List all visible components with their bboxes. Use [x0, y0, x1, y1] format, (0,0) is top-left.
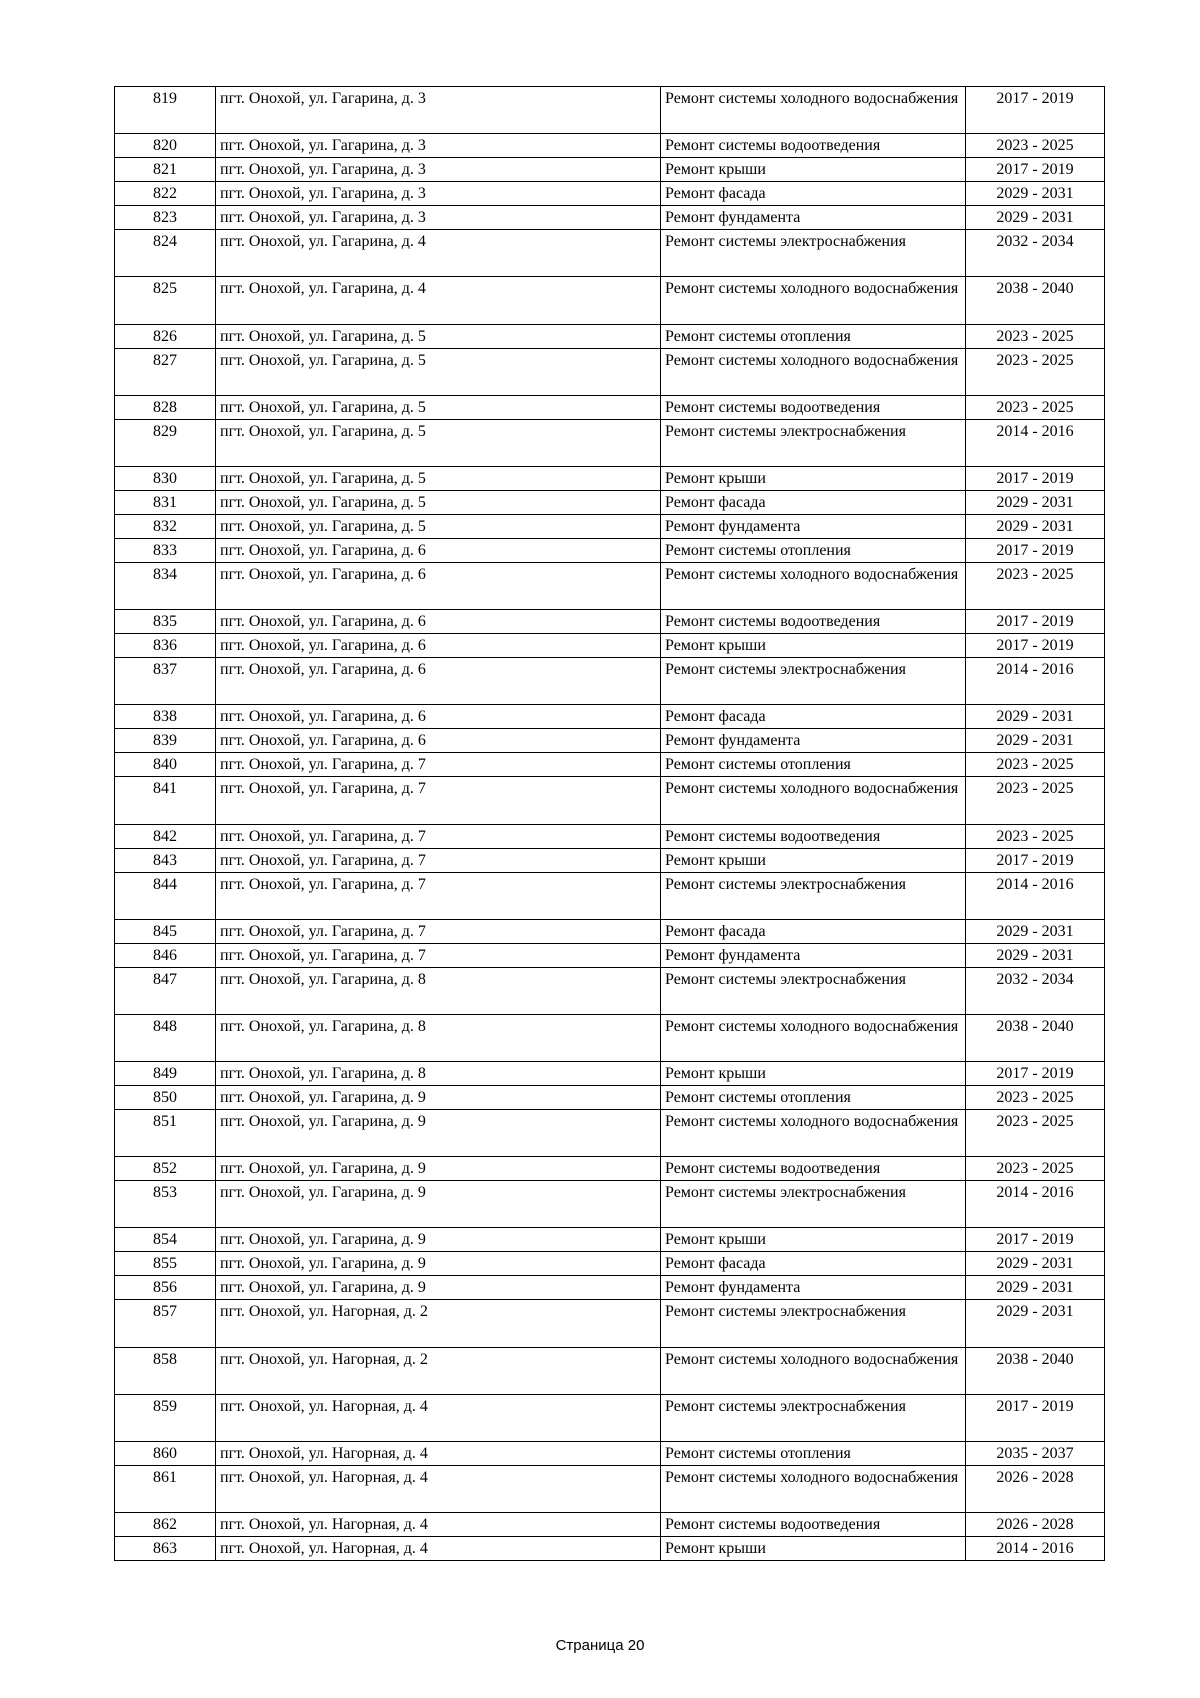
table-row: [115, 1086, 1105, 1110]
row-number-cell: 854: [115, 1228, 216, 1252]
period-cell: 2017 - 2019: [966, 1062, 1105, 1086]
work-type-cell: Ремонт фундамента: [661, 206, 966, 230]
work-type-cell: Ремонт системы холодного водоснабжения: [661, 1110, 966, 1157]
row-number-cell: 842: [115, 824, 216, 848]
work-type-cell: Ремонт системы холодного водоснабжения: [661, 562, 966, 609]
table-row: [115, 943, 1105, 967]
table-row: [115, 919, 1105, 943]
work-type-cell: Ремонт системы водоотведения: [661, 395, 966, 419]
row-number-cell: 828: [115, 395, 216, 419]
address-cell: пгт. Онохой, ул. Гагарина, д. 3: [216, 182, 661, 206]
address-cell: пгт. Онохой, ул. Гагарина, д. 6: [216, 634, 661, 658]
table-row: [115, 419, 1105, 466]
row-number-cell: 824: [115, 230, 216, 277]
address-cell: пгт. Онохой, ул. Нагорная, д. 4: [216, 1537, 661, 1561]
work-type-cell: Ремонт системы отопления: [661, 1442, 966, 1466]
period-cell: 2029 - 2031: [966, 1300, 1105, 1347]
work-type-cell: Ремонт фундамента: [661, 729, 966, 753]
table-row: [115, 753, 1105, 777]
table-row: [115, 206, 1105, 230]
address-cell: пгт. Онохой, ул. Гагарина, д. 9: [216, 1157, 661, 1181]
row-number-cell: 848: [115, 1014, 216, 1061]
address-cell: пгт. Онохой, ул. Гагарина, д. 3: [216, 134, 661, 158]
period-cell: 2029 - 2031: [966, 490, 1105, 514]
address-cell: пгт. Онохой, ул. Гагарина, д. 9: [216, 1252, 661, 1276]
row-number-cell: 862: [115, 1513, 216, 1537]
address-cell: пгт. Онохой, ул. Гагарина, д. 3: [216, 206, 661, 230]
work-type-cell: Ремонт фундамента: [661, 943, 966, 967]
row-number-cell: 860: [115, 1442, 216, 1466]
table-row: [115, 1300, 1105, 1347]
address-cell: пгт. Онохой, ул. Гагарина, д. 7: [216, 777, 661, 824]
address-cell: пгт. Онохой, ул. Гагарина, д. 3: [216, 158, 661, 182]
table-row: [115, 87, 1105, 134]
work-type-cell: Ремонт фасада: [661, 182, 966, 206]
row-number-cell: 847: [115, 967, 216, 1014]
address-cell: пгт. Онохой, ул. Нагорная, д. 4: [216, 1513, 661, 1537]
period-cell: 2014 - 2016: [966, 419, 1105, 466]
table-row: [115, 230, 1105, 277]
work-type-cell: Ремонт системы водоотведения: [661, 610, 966, 634]
table-row: [115, 348, 1105, 395]
period-cell: 2038 - 2040: [966, 277, 1105, 324]
table-row: [115, 1347, 1105, 1394]
period-cell: 2017 - 2019: [966, 1228, 1105, 1252]
address-cell: пгт. Онохой, ул. Гагарина, д. 7: [216, 824, 661, 848]
address-cell: пгт. Онохой, ул. Гагарина, д. 8: [216, 1014, 661, 1061]
row-number-cell: 859: [115, 1394, 216, 1441]
period-cell: 2023 - 2025: [966, 1110, 1105, 1157]
row-number-cell: 826: [115, 324, 216, 348]
row-number-cell: 861: [115, 1466, 216, 1513]
work-type-cell: Ремонт системы электроснабжения: [661, 967, 966, 1014]
period-cell: 2017 - 2019: [966, 158, 1105, 182]
work-type-cell: Ремонт фасада: [661, 490, 966, 514]
table-row: [115, 705, 1105, 729]
address-cell: пгт. Онохой, ул. Нагорная, д. 2: [216, 1300, 661, 1347]
work-type-cell: Ремонт системы отопления: [661, 1086, 966, 1110]
row-number-cell: 829: [115, 419, 216, 466]
work-type-cell: Ремонт фундамента: [661, 514, 966, 538]
row-number-cell: 823: [115, 206, 216, 230]
row-number-cell: 843: [115, 848, 216, 872]
row-number-cell: 819: [115, 87, 216, 134]
address-cell: пгт. Онохой, ул. Нагорная, д. 4: [216, 1442, 661, 1466]
work-type-cell: Ремонт системы отопления: [661, 538, 966, 562]
table-row: [115, 1252, 1105, 1276]
row-number-cell: 836: [115, 634, 216, 658]
work-type-cell: Ремонт системы водоотведения: [661, 1157, 966, 1181]
period-cell: 2017 - 2019: [966, 538, 1105, 562]
table-body: [115, 87, 1105, 1561]
period-cell: 2017 - 2019: [966, 610, 1105, 634]
work-type-cell: Ремонт фундамента: [661, 1276, 966, 1300]
period-cell: 2038 - 2040: [966, 1014, 1105, 1061]
address-cell: пгт. Онохой, ул. Гагарина, д. 6: [216, 705, 661, 729]
row-number-cell: 825: [115, 277, 216, 324]
period-cell: 2029 - 2031: [966, 705, 1105, 729]
period-cell: 2032 - 2034: [966, 230, 1105, 277]
address-cell: пгт. Онохой, ул. Гагарина, д. 7: [216, 848, 661, 872]
row-number-cell: 832: [115, 514, 216, 538]
address-cell: пгт. Онохой, ул. Гагарина, д. 6: [216, 658, 661, 705]
table-row: [115, 134, 1105, 158]
row-number-cell: 834: [115, 562, 216, 609]
period-cell: 2032 - 2034: [966, 967, 1105, 1014]
address-cell: пгт. Онохой, ул. Гагарина, д. 5: [216, 419, 661, 466]
table-row: [115, 967, 1105, 1014]
work-type-cell: Ремонт системы холодного водоснабжения: [661, 1014, 966, 1061]
work-type-cell: Ремонт крыши: [661, 634, 966, 658]
table-row: [115, 872, 1105, 919]
table-row: [115, 848, 1105, 872]
row-number-cell: 827: [115, 348, 216, 395]
period-cell: 2023 - 2025: [966, 777, 1105, 824]
work-type-cell: Ремонт крыши: [661, 848, 966, 872]
period-cell: 2023 - 2025: [966, 324, 1105, 348]
address-cell: пгт. Онохой, ул. Гагарина, д. 6: [216, 538, 661, 562]
period-cell: 2014 - 2016: [966, 658, 1105, 705]
table-row: [115, 1110, 1105, 1157]
period-cell: 2029 - 2031: [966, 943, 1105, 967]
address-cell: пгт. Онохой, ул. Гагарина, д. 9: [216, 1110, 661, 1157]
address-cell: пгт. Онохой, ул. Гагарина, д. 8: [216, 1062, 661, 1086]
page-number: Страница 20: [555, 1637, 645, 1654]
work-type-cell: Ремонт системы электроснабжения: [661, 419, 966, 466]
period-cell: 2023 - 2025: [966, 562, 1105, 609]
period-cell: 2014 - 2016: [966, 1181, 1105, 1228]
work-type-cell: Ремонт системы водоотведения: [661, 824, 966, 848]
work-type-cell: Ремонт фасада: [661, 919, 966, 943]
work-type-cell: Ремонт системы холодного водоснабжения: [661, 1347, 966, 1394]
period-cell: 2035 - 2037: [966, 1442, 1105, 1466]
period-cell: 2017 - 2019: [966, 87, 1105, 134]
period-cell: 2038 - 2040: [966, 1347, 1105, 1394]
table-row: [115, 610, 1105, 634]
table-row: [115, 634, 1105, 658]
work-type-cell: Ремонт системы отопления: [661, 324, 966, 348]
period-cell: 2017 - 2019: [966, 848, 1105, 872]
work-type-cell: Ремонт фасада: [661, 1252, 966, 1276]
work-type-cell: Ремонт системы водоотведения: [661, 134, 966, 158]
row-number-cell: 856: [115, 1276, 216, 1300]
address-cell: пгт. Онохой, ул. Гагарина, д. 4: [216, 230, 661, 277]
period-cell: 2017 - 2019: [966, 466, 1105, 490]
row-number-cell: 846: [115, 943, 216, 967]
row-number-cell: 839: [115, 729, 216, 753]
table-row: [115, 1062, 1105, 1086]
address-cell: пгт. Онохой, ул. Гагарина, д. 5: [216, 395, 661, 419]
table-row: [115, 1181, 1105, 1228]
row-number-cell: 840: [115, 753, 216, 777]
table-row: [115, 824, 1105, 848]
table-row: [115, 158, 1105, 182]
address-cell: пгт. Онохой, ул. Гагарина, д. 6: [216, 610, 661, 634]
row-number-cell: 833: [115, 538, 216, 562]
work-type-cell: Ремонт системы холодного водоснабжения: [661, 777, 966, 824]
table-row: [115, 490, 1105, 514]
table-row: [115, 1466, 1105, 1513]
row-number-cell: 853: [115, 1181, 216, 1228]
row-number-cell: 855: [115, 1252, 216, 1276]
period-cell: 2023 - 2025: [966, 395, 1105, 419]
address-cell: пгт. Онохой, ул. Гагарина, д. 8: [216, 967, 661, 1014]
table-row: [115, 182, 1105, 206]
work-type-cell: Ремонт системы электроснабжения: [661, 1300, 966, 1347]
address-cell: пгт. Онохой, ул. Гагарина, д. 5: [216, 490, 661, 514]
work-type-cell: Ремонт крыши: [661, 466, 966, 490]
address-cell: пгт. Онохой, ул. Гагарина, д. 5: [216, 514, 661, 538]
work-type-cell: Ремонт системы электроснабжения: [661, 1394, 966, 1441]
work-type-cell: Ремонт системы отопления: [661, 753, 966, 777]
period-cell: 2023 - 2025: [966, 134, 1105, 158]
work-type-cell: Ремонт крыши: [661, 1062, 966, 1086]
work-type-cell: Ремонт фасада: [661, 705, 966, 729]
row-number-cell: 863: [115, 1537, 216, 1561]
period-cell: 2014 - 2016: [966, 872, 1105, 919]
period-cell: 2017 - 2019: [966, 1394, 1105, 1441]
period-cell: 2029 - 2031: [966, 1252, 1105, 1276]
row-number-cell: 821: [115, 158, 216, 182]
row-number-cell: 837: [115, 658, 216, 705]
row-number-cell: 831: [115, 490, 216, 514]
work-type-cell: Ремонт системы электроснабжения: [661, 872, 966, 919]
work-type-cell: Ремонт системы электроснабжения: [661, 658, 966, 705]
address-cell: пгт. Онохой, ул. Гагарина, д. 7: [216, 919, 661, 943]
address-cell: пгт. Онохой, ул. Гагарина, д. 9: [216, 1086, 661, 1110]
address-cell: пгт. Онохой, ул. Гагарина, д. 4: [216, 277, 661, 324]
address-cell: пгт. Онохой, ул. Гагарина, д. 5: [216, 466, 661, 490]
row-number-cell: 851: [115, 1110, 216, 1157]
period-cell: 2026 - 2028: [966, 1466, 1105, 1513]
table-row: [115, 324, 1105, 348]
period-cell: 2026 - 2028: [966, 1513, 1105, 1537]
period-cell: 2023 - 2025: [966, 348, 1105, 395]
address-cell: пгт. Онохой, ул. Гагарина, д. 5: [216, 324, 661, 348]
row-number-cell: 849: [115, 1062, 216, 1086]
table-row: [115, 466, 1105, 490]
work-type-cell: Ремонт системы холодного водоснабжения: [661, 87, 966, 134]
period-cell: 2029 - 2031: [966, 514, 1105, 538]
period-cell: 2029 - 2031: [966, 182, 1105, 206]
table-row: [115, 1228, 1105, 1252]
address-cell: пгт. Онохой, ул. Гагарина, д. 6: [216, 562, 661, 609]
row-number-cell: 841: [115, 777, 216, 824]
row-number-cell: 844: [115, 872, 216, 919]
period-cell: 2023 - 2025: [966, 1086, 1105, 1110]
table-row: [115, 1014, 1105, 1061]
table-row: [115, 514, 1105, 538]
table-row: [115, 658, 1105, 705]
address-cell: пгт. Онохой, ул. Гагарина, д. 7: [216, 872, 661, 919]
address-cell: пгт. Онохой, ул. Гагарина, д. 5: [216, 348, 661, 395]
address-cell: пгт. Онохой, ул. Гагарина, д. 9: [216, 1181, 661, 1228]
address-cell: пгт. Онохой, ул. Гагарина, д. 9: [216, 1228, 661, 1252]
address-cell: пгт. Онохой, ул. Гагарина, д. 3: [216, 87, 661, 134]
work-type-cell: Ремонт крыши: [661, 158, 966, 182]
period-cell: 2023 - 2025: [966, 753, 1105, 777]
period-cell: 2023 - 2025: [966, 824, 1105, 848]
table-row: [115, 729, 1105, 753]
period-cell: 2014 - 2016: [966, 1537, 1105, 1561]
work-type-cell: Ремонт системы холодного водоснабжения: [661, 277, 966, 324]
address-cell: пгт. Онохой, ул. Нагорная, д. 4: [216, 1394, 661, 1441]
table-row: [115, 562, 1105, 609]
table-row: [115, 777, 1105, 824]
row-number-cell: 852: [115, 1157, 216, 1181]
period-cell: 2023 - 2025: [966, 1157, 1105, 1181]
table-row: [115, 1276, 1105, 1300]
work-type-cell: Ремонт системы холодного водоснабжения: [661, 1466, 966, 1513]
address-cell: пгт. Онохой, ул. Гагарина, д. 7: [216, 753, 661, 777]
address-cell: пгт. Онохой, ул. Нагорная, д. 4: [216, 1466, 661, 1513]
address-cell: пгт. Онохой, ул. Гагарина, д. 7: [216, 943, 661, 967]
table-row: [115, 395, 1105, 419]
table-row: [115, 1513, 1105, 1537]
work-type-cell: Ремонт крыши: [661, 1228, 966, 1252]
table-row: [115, 1537, 1105, 1561]
row-number-cell: 858: [115, 1347, 216, 1394]
period-cell: 2029 - 2031: [966, 919, 1105, 943]
work-type-cell: Ремонт крыши: [661, 1537, 966, 1561]
repair-schedule-table: [114, 86, 1105, 1561]
period-cell: 2029 - 2031: [966, 1276, 1105, 1300]
row-number-cell: 830: [115, 466, 216, 490]
table-row: [115, 1157, 1105, 1181]
work-type-cell: Ремонт системы электроснабжения: [661, 1181, 966, 1228]
row-number-cell: 845: [115, 919, 216, 943]
period-cell: 2029 - 2031: [966, 206, 1105, 230]
address-cell: пгт. Онохой, ул. Гагарина, д. 9: [216, 1276, 661, 1300]
address-cell: пгт. Онохой, ул. Гагарина, д. 6: [216, 729, 661, 753]
work-type-cell: Ремонт системы электроснабжения: [661, 230, 966, 277]
row-number-cell: 850: [115, 1086, 216, 1110]
row-number-cell: 820: [115, 134, 216, 158]
period-cell: 2017 - 2019: [966, 634, 1105, 658]
row-number-cell: 835: [115, 610, 216, 634]
work-type-cell: Ремонт системы водоотведения: [661, 1513, 966, 1537]
table-row: [115, 1442, 1105, 1466]
table-row: [115, 538, 1105, 562]
table-row: [115, 1394, 1105, 1441]
row-number-cell: 857: [115, 1300, 216, 1347]
address-cell: пгт. Онохой, ул. Нагорная, д. 2: [216, 1347, 661, 1394]
row-number-cell: 822: [115, 182, 216, 206]
table-row: [115, 277, 1105, 324]
work-type-cell: Ремонт системы холодного водоснабжения: [661, 348, 966, 395]
row-number-cell: 838: [115, 705, 216, 729]
period-cell: 2029 - 2031: [966, 729, 1105, 753]
